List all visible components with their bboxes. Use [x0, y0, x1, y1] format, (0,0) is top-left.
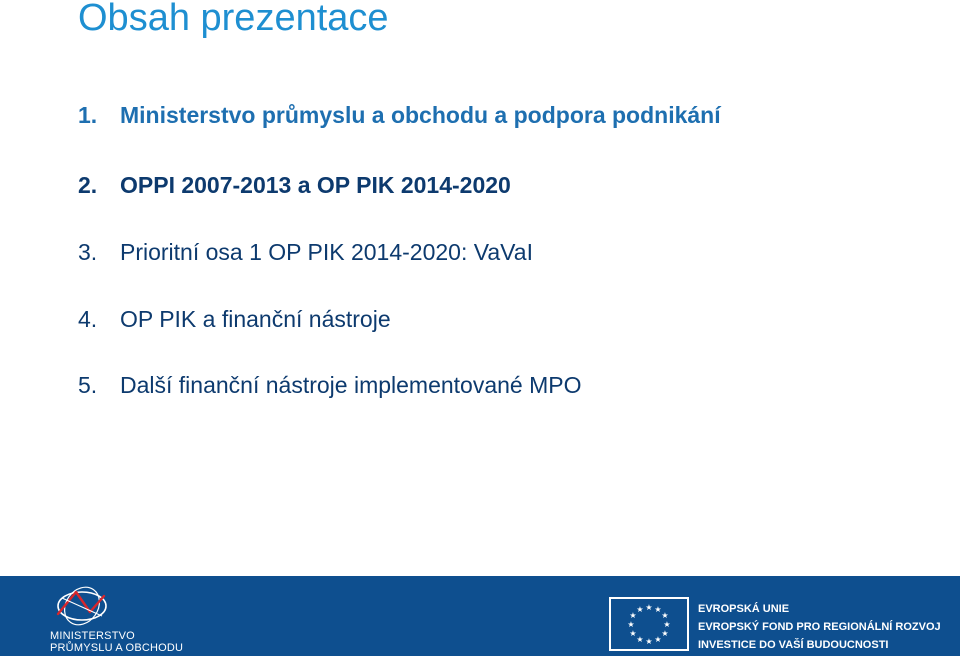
svg-text:★: ★ [627, 620, 635, 629]
agenda-item-number: 2. [78, 172, 98, 198]
svg-text:★: ★ [645, 637, 653, 646]
agenda-item [78, 304, 391, 334]
agenda-item-text: OPPI 2007-2013 a OP PIK 2014-2020 [120, 172, 511, 198]
agenda-item-text: Ministerstvo průmyslu a obchodu a podpora podnikání [120, 102, 721, 128]
agenda-item [78, 100, 721, 130]
eu-stars-icon [611, 599, 687, 649]
svg-text:★: ★ [661, 611, 669, 620]
svg-text:★: ★ [645, 603, 653, 612]
svg-text:★: ★ [629, 611, 637, 620]
svg-text:★: ★ [654, 605, 662, 614]
svg-text:★: ★ [636, 635, 644, 644]
agenda-item-number: 1. [78, 102, 98, 128]
footer-bar [0, 576, 960, 656]
eu-flag-icon [609, 597, 689, 651]
ministry-name-line: PRŮMYSLU A OBCHODU [50, 642, 184, 654]
agenda-item-number: 3. [78, 239, 98, 265]
agenda-item [78, 170, 511, 200]
agenda-item-text: Prioritní osa 1 OP PIK 2014-2020: VaVaI [120, 239, 533, 265]
ministry-logo [50, 584, 190, 652]
eu-text-line: EVROPSKÝ FOND PRO REGIONÁLNÍ ROZVOJ [698, 621, 941, 633]
ministry-name [50, 630, 183, 654]
svg-text:★: ★ [636, 605, 644, 614]
eu-text [698, 600, 941, 654]
svg-text:★: ★ [629, 629, 637, 638]
ministry-emblem-icon [52, 584, 112, 628]
svg-text:★: ★ [663, 620, 671, 629]
svg-text:★: ★ [654, 635, 662, 644]
slide-title: Obsah prezentace [78, 0, 389, 39]
ministry-name-line: MINISTERSTVO [50, 630, 135, 642]
agenda-item-number: 4. [78, 306, 98, 332]
agenda-item [78, 370, 582, 400]
eu-text-line: INVESTICE DO VAŠÍ BUDOUCNOSTI [698, 639, 889, 651]
agenda-item [78, 237, 533, 267]
eu-text-line: EVROPSKÁ UNIE [698, 603, 790, 615]
agenda-item-number: 5. [78, 372, 98, 398]
svg-text:★: ★ [661, 629, 669, 638]
agenda-item-text: OP PIK a finanční nástroje [120, 306, 391, 332]
agenda-item-text: Další finanční nástroje implementované MPO [120, 372, 582, 398]
